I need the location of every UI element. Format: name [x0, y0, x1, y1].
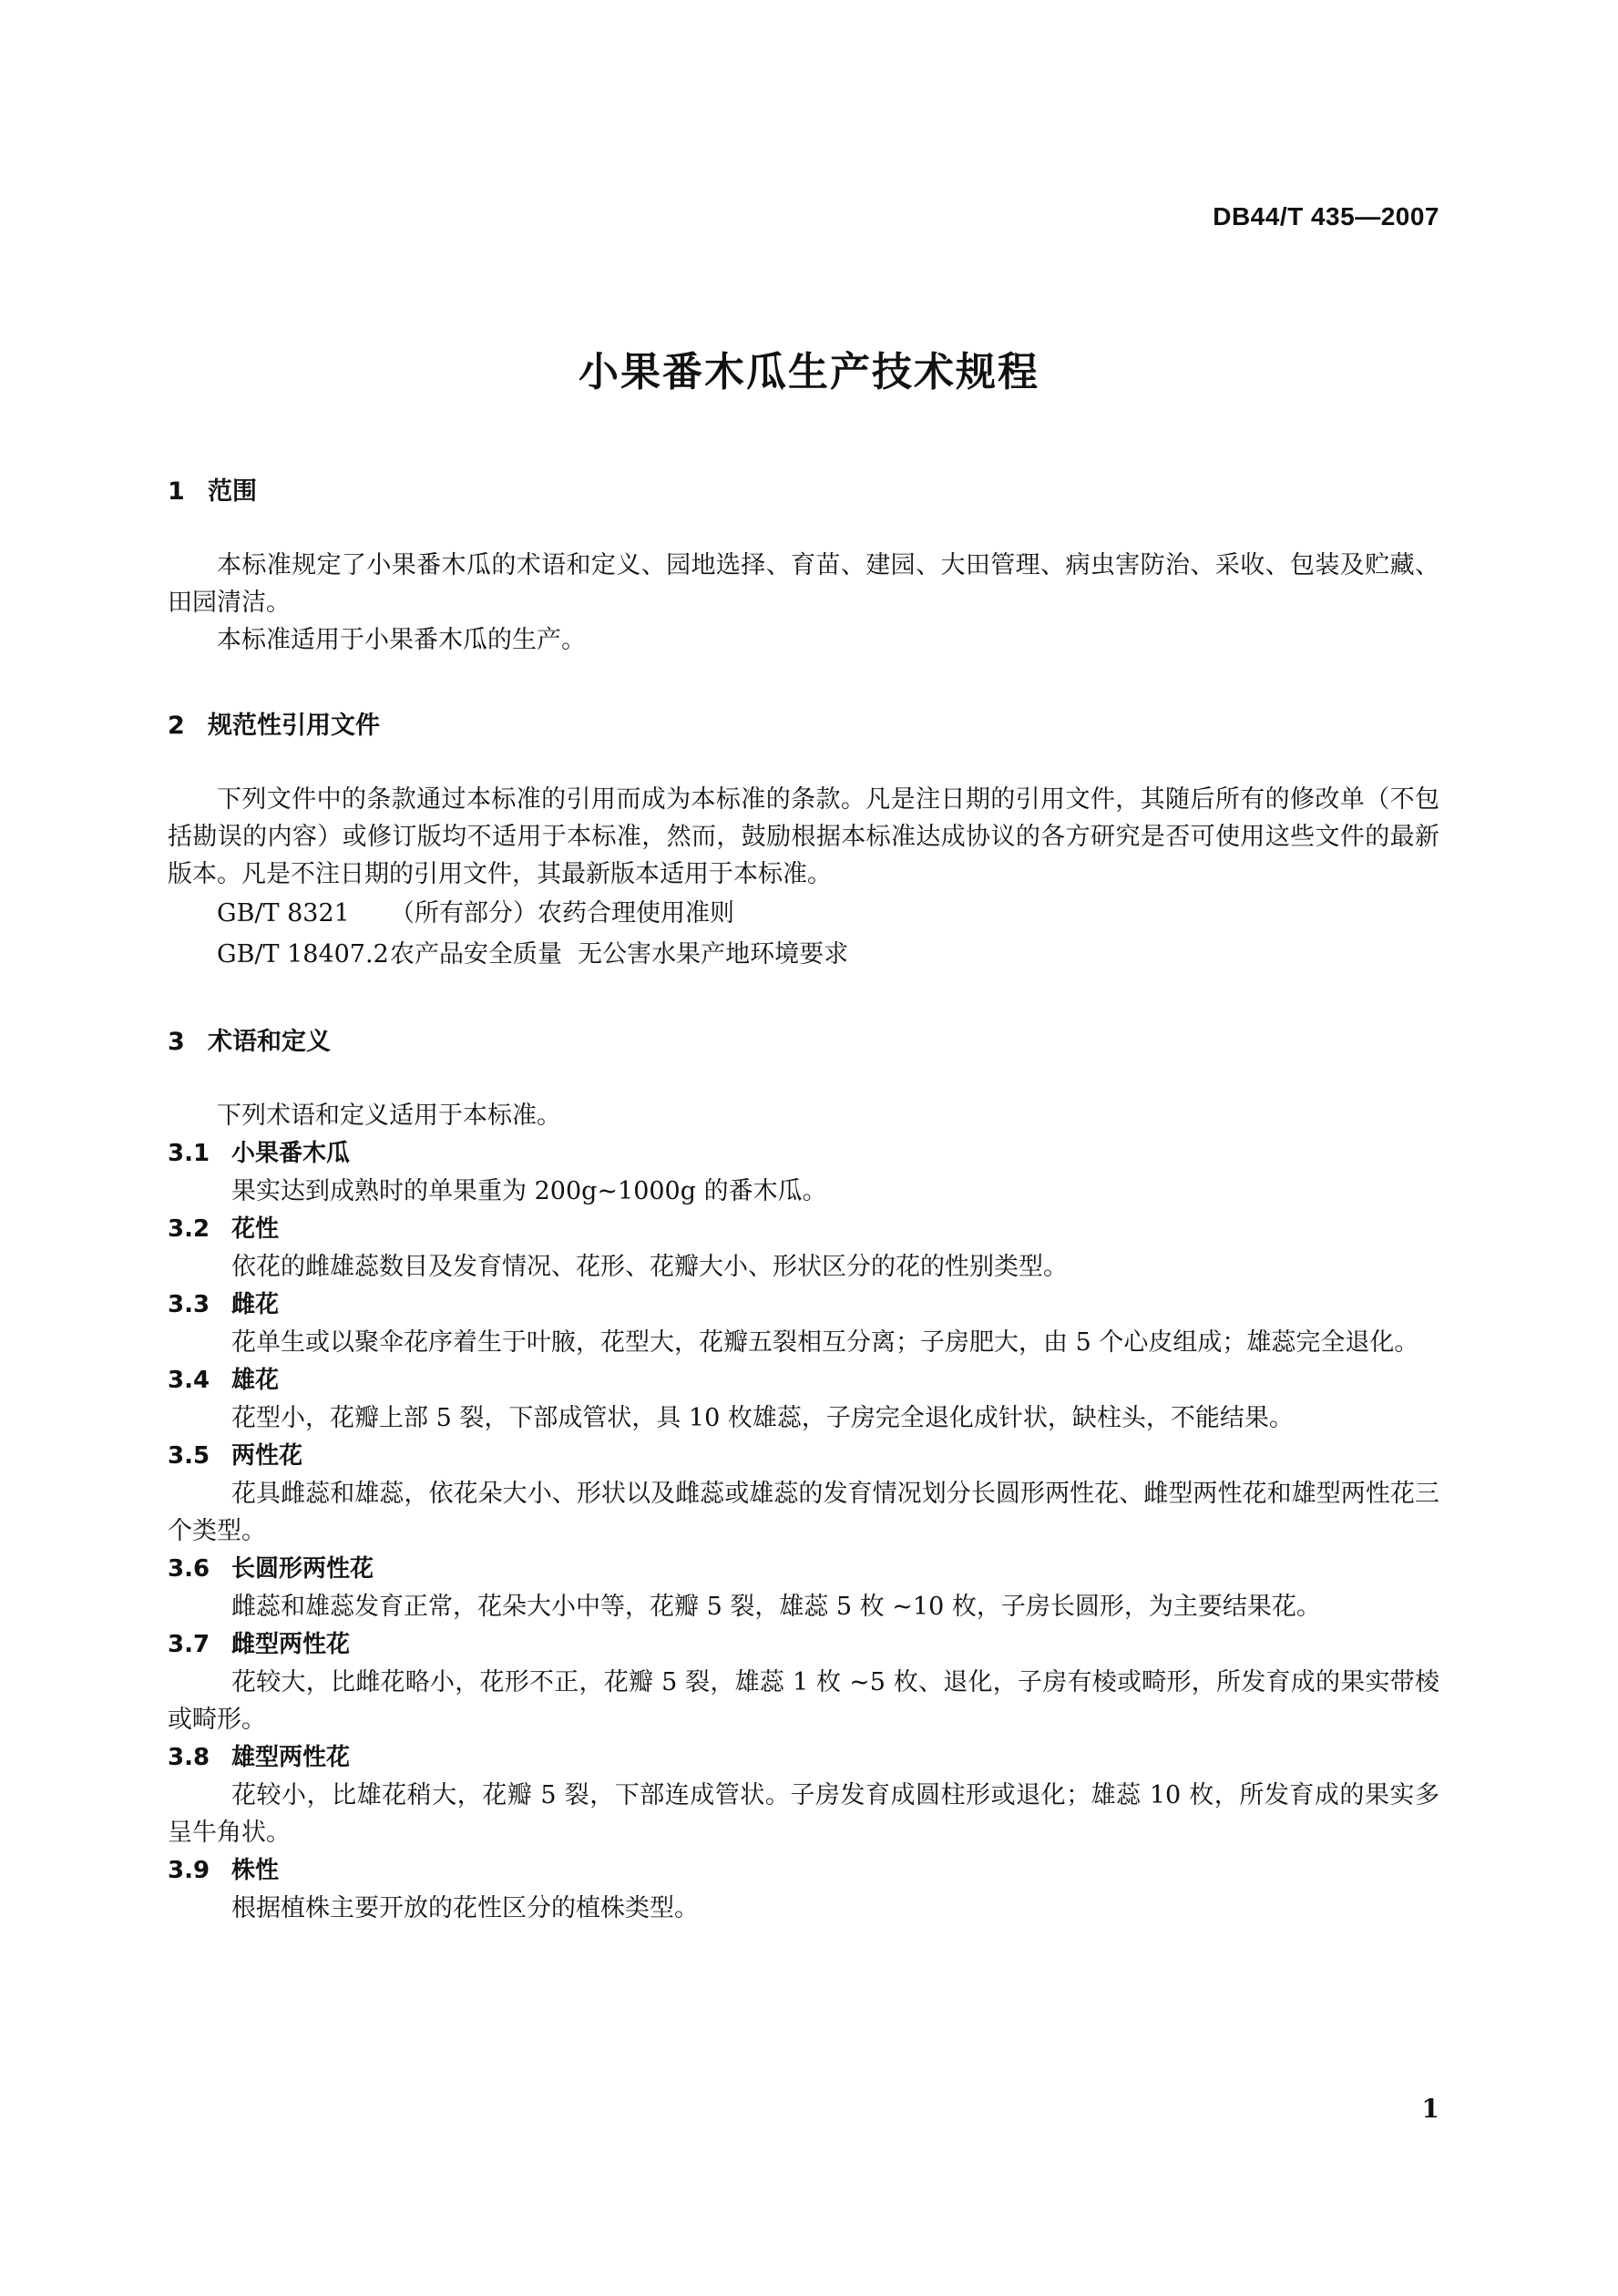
term-definition: 花具雌蕊和雄蕊，依花朵大小、形状以及雌蕊或雄蕊的发育情况划分长圆形两性花、雌型两性花和雄型两性花三个类型。: [168, 1480, 1439, 1545]
term-definition: 花单生或以聚伞花序着生于叶腋，花型大，花瓣五裂相互分离；子房肥大，由 5 个心皮组成；雄蕊完全退化。: [231, 1328, 1419, 1357]
reference-item: [168, 893, 1439, 934]
term-title: 长圆形两性花: [231, 1555, 374, 1583]
term-number: 3.8: [168, 1744, 210, 1771]
term-definition: 根据植株主要开放的花性区分的植株类型。: [231, 1894, 699, 1922]
term-heading: [168, 1550, 1439, 1588]
section-title: 范围: [208, 477, 257, 506]
term-title: 株性: [231, 1857, 280, 1884]
section-heading-terms-definitions: [168, 1024, 1439, 1061]
term-title: 花性: [231, 1215, 280, 1243]
section-number: 2: [168, 712, 185, 740]
reference-code: GB/T 18407.2: [217, 940, 389, 969]
page-number: 1: [1421, 2094, 1439, 2124]
section-heading-scope: [168, 474, 1439, 510]
term-heading: [168, 1851, 1439, 1890]
term-number: 3.3: [168, 1291, 210, 1318]
term-number: 3.7: [168, 1631, 210, 1658]
term-heading: [168, 1286, 1439, 1324]
term-heading: [168, 1738, 1439, 1777]
term-heading: [168, 1625, 1439, 1664]
term-number: 3.9: [168, 1857, 210, 1884]
references-paragraph: 下列文件中的条款通过本标准的引用而成为本标准的条款。凡是注日期的引用文件，其随后所有的修改单（不包括勘误的内容）或修订版均不适用于本标准，然而，鼓励根据本标准达成协议的各方研究是否可使用这些文件的最新版本。凡是不注日期的引用文件，其最新版本适用于本标准。: [168, 785, 1439, 888]
term-title: 两性花: [231, 1442, 303, 1470]
document-title: 小果番木瓜生产技术规程: [579, 349, 1039, 395]
term-number: 3.1: [168, 1140, 210, 1167]
section-number: 1: [168, 477, 185, 506]
term-definition: 花型小，花瓣上部 5 裂，下部成管状，具 10 枚雄蕊，子房完全退化成针状，缺柱头，不能结果。: [231, 1404, 1294, 1432]
term-title: 雌型两性花: [231, 1631, 351, 1658]
term-definition: 果实达到成熟时的单果重为 200g~1000g 的番木瓜。: [231, 1177, 827, 1205]
document-code: DB44/T 435—2007: [1213, 202, 1439, 231]
terms-intro: 下列术语和定义适用于本标准。: [217, 1102, 561, 1130]
term-definition: 花较大，比雌花略小，花形不正，花瓣 5 裂，雄蕊 1 枚 ~5 枚、退化，子房有棱或畸形，所发育成的果实带棱或畸形。: [168, 1668, 1439, 1734]
term-title: 雌花: [231, 1291, 280, 1318]
term-number: 3.4: [168, 1367, 210, 1394]
term-heading: [168, 1210, 1439, 1248]
section-heading-normative-references: [168, 708, 1439, 744]
term-number: 3.5: [168, 1442, 210, 1470]
scope-paragraph-1: 本标准规定了小果番木瓜的术语和定义、园地选择、育苗、建园、大田管理、病虫害防治、采收、包装及贮藏、田园清洁。: [168, 551, 1439, 617]
term-definition: 雌蕊和雄蕊发育正常，花朵大小中等，花瓣 5 裂，雄蕊 5 枚 ~10 枚，子房长圆形，为主要结果花。: [231, 1593, 1321, 1621]
term-heading: [168, 1134, 1439, 1173]
reference-item: [168, 934, 1439, 975]
reference-title: （所有部分）农药合理使用准则: [390, 899, 734, 928]
term-heading: [168, 1361, 1439, 1399]
term-number: 3.6: [168, 1555, 210, 1583]
term-heading: [168, 1437, 1439, 1475]
section-title: 术语和定义: [208, 1028, 331, 1056]
term-title: 小果番木瓜: [231, 1140, 351, 1167]
scope-paragraph-2: 本标准适用于小果番木瓜的生产。: [217, 626, 586, 654]
section-title: 规范性引用文件: [208, 712, 380, 740]
term-number: 3.2: [168, 1215, 210, 1243]
reference-code: GB/T 8321: [217, 899, 350, 928]
term-definition: 花较小，比雄花稍大，花瓣 5 裂，下部连成管状。子房发育成圆柱形或退化；雄蕊 10 枚，所发育成的果实多呈牛角状。: [168, 1781, 1439, 1847]
document-body: [168, 474, 1439, 1927]
term-title: 雄花: [231, 1367, 280, 1394]
section-number: 3: [168, 1028, 185, 1056]
term-definition: 依花的雌雄蕊数目及发育情况、花形、花瓣大小、形状区分的花的性别类型。: [231, 1253, 1068, 1281]
term-title: 雄型两性花: [231, 1744, 351, 1771]
reference-title: 农产品安全质量 无公害水果产地环境要求: [390, 940, 849, 969]
